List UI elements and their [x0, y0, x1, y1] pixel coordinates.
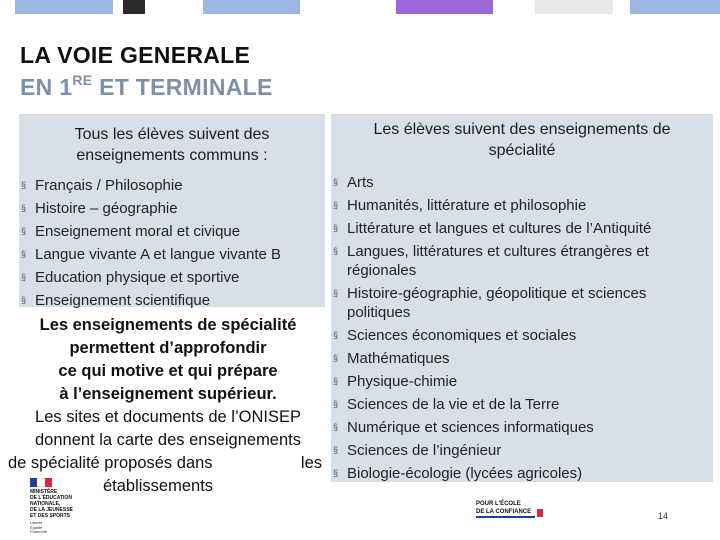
- top-bar-light: [535, 0, 613, 14]
- list-item: § Français / Philosophie: [21, 177, 183, 194]
- top-bar-blue-2: [203, 0, 300, 14]
- page-subtitle: EN 1RE ET TERMINALE: [20, 72, 273, 100]
- page-number: 14: [658, 511, 669, 521]
- page-title: LA VOIE GENERALE: [20, 42, 251, 68]
- list-item: § Enseignement scientifique: [21, 292, 211, 309]
- list-item: § Langues, littératures et cultures étrangères et régionales: [333, 243, 649, 279]
- top-bar-purple: [396, 0, 493, 14]
- list-item: § Education physique et sportive: [21, 269, 240, 286]
- top-bar-blue-1: [15, 0, 113, 14]
- info-line: établissements: [102, 477, 214, 495]
- marianne-icon: [30, 478, 52, 487]
- list-item: § Mathématiques: [333, 350, 450, 367]
- list-item: § Humanités, littérature et philosophie: [333, 197, 587, 214]
- common-courses-list: [19, 176, 325, 310]
- top-bar-dark: [123, 0, 145, 14]
- common-courses-panel: [19, 114, 325, 307]
- list-item: § Sciences de l’ingénieur: [333, 442, 502, 459]
- info-bold-line: Les enseignements de spécialité: [39, 316, 297, 334]
- info-line: Les sites et documents de l’ONISEP: [35, 408, 301, 426]
- list-item: § Enseignement moral et civique: [21, 223, 241, 240]
- specialty-courses-header: Les élèves suivent des enseignements de spécialité: [373, 121, 671, 159]
- info-bold-line: à l’enseignement supérieur.: [59, 385, 277, 403]
- list-item: § Numérique et sciences informatiques: [333, 419, 594, 436]
- list-item: § Biologie-écologie (lycées agricoles): [333, 465, 583, 482]
- info-line: de spécialité proposés dans les: [8, 454, 322, 472]
- info-bold-line: permettent d’approfondir: [69, 339, 267, 357]
- list-item: § Histoire – géographie: [21, 200, 178, 217]
- list-item: § Histoire-géographie, géopolitique et sciences politiques: [333, 285, 647, 321]
- info-line: donnent la carte des enseignements: [34, 431, 301, 449]
- list-item: § Physique-chimie: [333, 373, 458, 390]
- top-bar-blue-3: [630, 0, 720, 14]
- list-item: § Sciences de la vie et de la Terre: [333, 396, 560, 413]
- ecole-confiance-logo: POUR L'ÉCOLE DE LA CONFIANCE: [476, 500, 543, 518]
- specialty-courses-list: [331, 173, 713, 483]
- common-courses-header: Tous les élèves suivent des enseignements communs :: [74, 126, 270, 164]
- list-item: § Langue vivante A et langue vivante B: [21, 246, 282, 263]
- info-bold-line: ce qui motive et qui prépare: [58, 362, 278, 380]
- list-item: § Sciences économiques et sociales: [333, 327, 577, 344]
- list-item: § Arts: [333, 174, 374, 191]
- info-text-block: [8, 314, 328, 498]
- ministry-logo: MINISTÈRE DE L'ÉDUCATION NATIONALE, DE LA JEUNESSE ET DES SPORTS Liberté Égalité Fraternité: [30, 478, 73, 535]
- list-item: § Littérature et langues et cultures de l’Antiquité: [333, 220, 652, 237]
- specialty-courses-panel: [331, 114, 713, 482]
